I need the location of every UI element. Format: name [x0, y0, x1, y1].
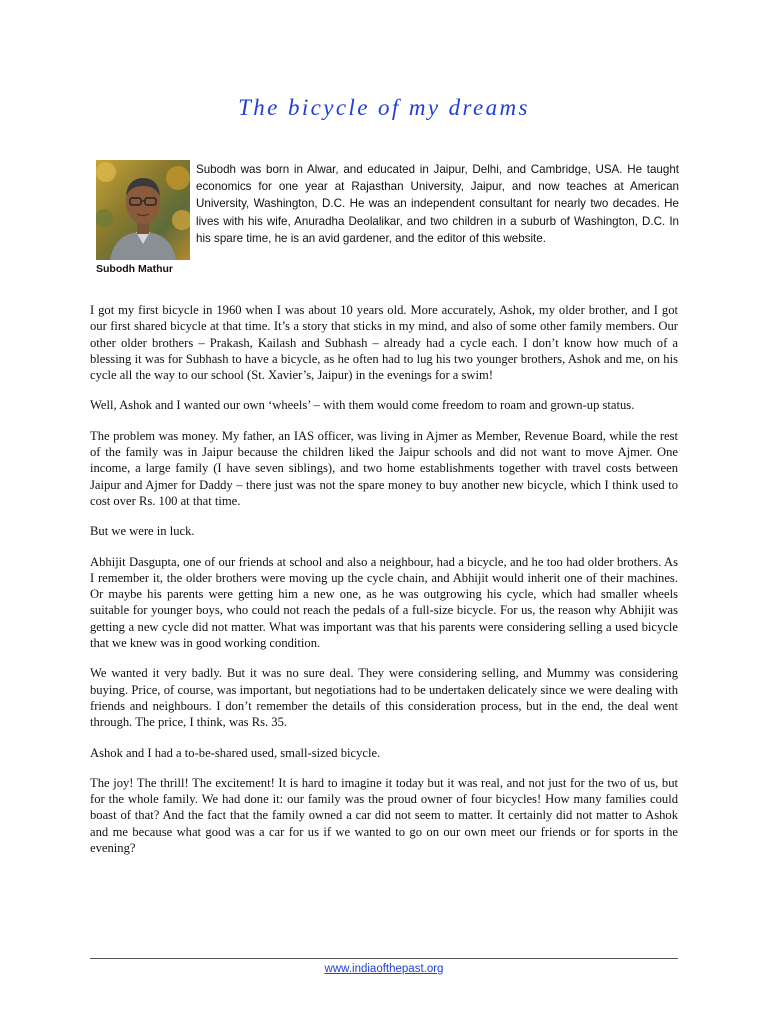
- article-paragraph: But we were in luck.: [90, 524, 195, 539]
- article-paragraph: Ashok and I had a to-be-shared used, small-sized bicycle.: [90, 745, 381, 760]
- article-paragraph: We wanted it very badly. But it was no sure deal. They were considering selling, and Mummy was considering buying. Price, of course, was important, but negotiations had to be undertaken delicately since we were dealing with friends and neighbours. I don’t remember the details of this consideration process, but in the end, the deal went through. The price, I think, was Rs. 35.: [90, 666, 678, 730]
- author-photo: [96, 160, 190, 260]
- article-paragraph: I got my first bicycle in 1960 when I was about 10 years old. More accurately, Ashok, my older brother, and I got our first shared bicycle at that time. It’s a story that sticks in my mind, and also of some other family members. Our other older brothers – Prakash, Kailash and Subhash – already had a cycle each. I don’t know how much of a blessing it was for Subhash to have a bicycle, as he often had to lug his two younger brothers, Ashok and me, on his cycle all the way to our school (St. Xavier’s, Jaipur) in the evenings for a swim!: [90, 303, 678, 383]
- page-title: The bicycle of my dreams: [238, 95, 530, 120]
- article-paragraph: Well, Ashok and I wanted our own ‘wheels’ – with them would come freedom to roam and grown-up status.: [90, 398, 635, 413]
- footer-website-link[interactable]: www.indiaofthepast.org: [324, 963, 444, 975]
- article-paragraph: Abhijit Dasgupta, one of our friends at school and also a neighbour, had a bicycle, and he too had older brothers. As I remember it, the older brothers were moving up the cycle chain, and Abhijit would inherit one of their machines. Or maybe his parents were getting him a new one, as he was outgrowing his cycle, which had smaller wheels suitable for younger boys, who could not reach the pedals of a full-size bicycle. For us, the reason why Abhijit was getting a new cycle did not matter. What was important was that his parents were considering selling a used bicycle that we knew was in good working condition.: [90, 554, 678, 651]
- article-body: [90, 302, 678, 870]
- footer-divider: [90, 958, 678, 959]
- author-bio: Subodh was born in Alwar, and educated in Jaipur, Delhi, and Cambridge, USA. He taught economics for one year at Rajasthan University, Jaipur, and now teaches at American University, Washington, D.C. He was an independent consultant for nearly two decades. He lives with his wife, Anuradha Deolalikar, and two children in a suburb of Washington, D.C. In his spare time, he is an avid gardener, and the editor of this website.: [196, 163, 679, 245]
- article-paragraph: The problem was money. My father, an IAS officer, was living in Ajmer as Member, Revenue Board, while the rest of the family was in Jaipur because the children liked the Jaipur schools and did not want to move Ajmer. One income, a large family (I have seven siblings), and two home establishments together with travel costs between Jaipur and Ajmer for Daddy – there just was not the spare money to buy another new bicycle, which I think used to cost over Rs. 100 at that time.: [90, 428, 678, 508]
- author-name: Subodh Mathur: [96, 263, 173, 275]
- article-paragraph: The joy! The thrill! The excitement! It is hard to imagine it today but it was real, and not just for the two of us, but for the whole family. We had done it: our family was the proud owner of four bicycles! How many families could boast of that? And the fact that the family owned a car did not seem to matter. It certainly did not matter to Ashok and me because what good was a car for us if we wanted to go on our own meet our friends or for sports in the evening?: [90, 775, 678, 856]
